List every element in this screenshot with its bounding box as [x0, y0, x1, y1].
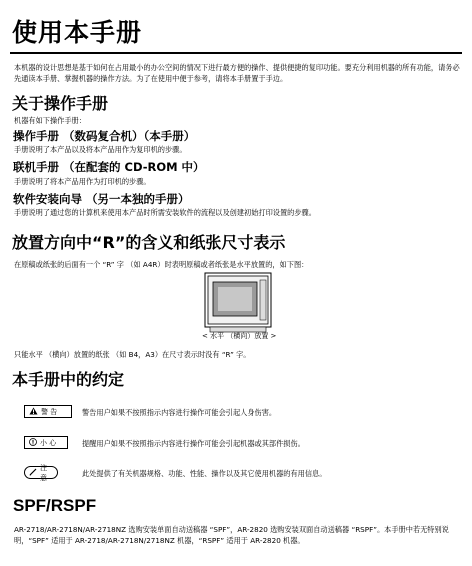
manual-item-desc: 手册说明了将本产品用作为打印机的步骤。 [14, 177, 151, 186]
manual-item-title: 软件安装向导 （另一本独的手册） [13, 192, 190, 206]
caution-label: 小 心 [40, 438, 57, 447]
title-divider [10, 52, 462, 54]
spf-heading: SPF/RSPF [13, 496, 97, 515]
caution-text: 提醒用户如果不按照指示内容进行操作可能会引起机器或其部件损伤。 [82, 439, 305, 448]
intro-paragraph: 本机器的设计思想是基于如何在占用最小的办公空间的情况下进行最方便的操作、提供便捷的复印功能。要充分利用机器的所有功能，请务必先通读本手册、掌握机器的操作方法。为了在使用中便于参考，请将本手册置于手边。 [14, 63, 460, 83]
manual-item-title: 联机手册 （在配套的 CD-ROM 中） [13, 160, 205, 174]
warning-label: 警 告 [41, 407, 58, 416]
note-label-box [24, 463, 58, 482]
note-label: 注意 [40, 463, 47, 482]
page-title: 使用本手册 [12, 18, 143, 47]
about-manuals-heading: 关于操作手册 [12, 94, 109, 113]
caution-label-box [24, 436, 68, 449]
orientation-note: 只能水平 （横向）放置的纸张 （如 B4，A3）在尺寸表示时没有 “R” 字。 [14, 350, 251, 359]
warning-triangle-icon [29, 407, 38, 417]
caution-exclamation-icon [29, 438, 37, 448]
note-text: 此处提供了有关机器规格、功能、性能、操作以及其它使用机器的有用信息。 [82, 469, 327, 478]
manual-item-desc: 手册说明了通过您的计算机来使用本产品时所需安装软件的流程以及创建初始打印设置的步骤。 [14, 208, 316, 217]
diagram-caption: < 水平 （横向）放置 > [202, 332, 277, 340]
note-pencil-icon [29, 468, 37, 478]
copier-glass-diagram [204, 272, 272, 334]
about-manuals-lead: 机器有如下操作手册： [14, 116, 86, 125]
warning-text: 警告用户如果不按照指示内容进行操作可能会引起人身伤害。 [82, 408, 277, 417]
orientation-description: 在原稿或纸张的后面有一个 “R” 字 （如 A4R）时表明原稿或者纸张是水平放置的，如下图： [14, 260, 309, 269]
conventions-heading: 本手册中的约定 [12, 370, 125, 389]
orientation-heading: 放置方向中“R”的含义和纸张尺寸表示 [12, 233, 286, 252]
convention-caution [24, 436, 464, 452]
spf-paragraph: AR-2718/AR-2718N/AR-2718NZ 选购安装单面自动送稿器 “SPF”，AR-2820 选购安装双面自动送稿器 “RSPF”。本手册中若无特别说明，“SPF” 适用于 AR-2718/AR-2718N/2718NZ 机器，“RSPF” 适用于 AR-2820 机器。 [14, 525, 449, 545]
convention-note [24, 463, 464, 482]
manual-item-desc: 手册说明了本产品以及将本产品用作为复印机的步骤。 [14, 145, 187, 154]
warning-label-box [24, 405, 72, 418]
manual-item-title: 操作手册 （数码复合机）（本手册） [13, 129, 196, 143]
convention-warning [24, 405, 464, 421]
